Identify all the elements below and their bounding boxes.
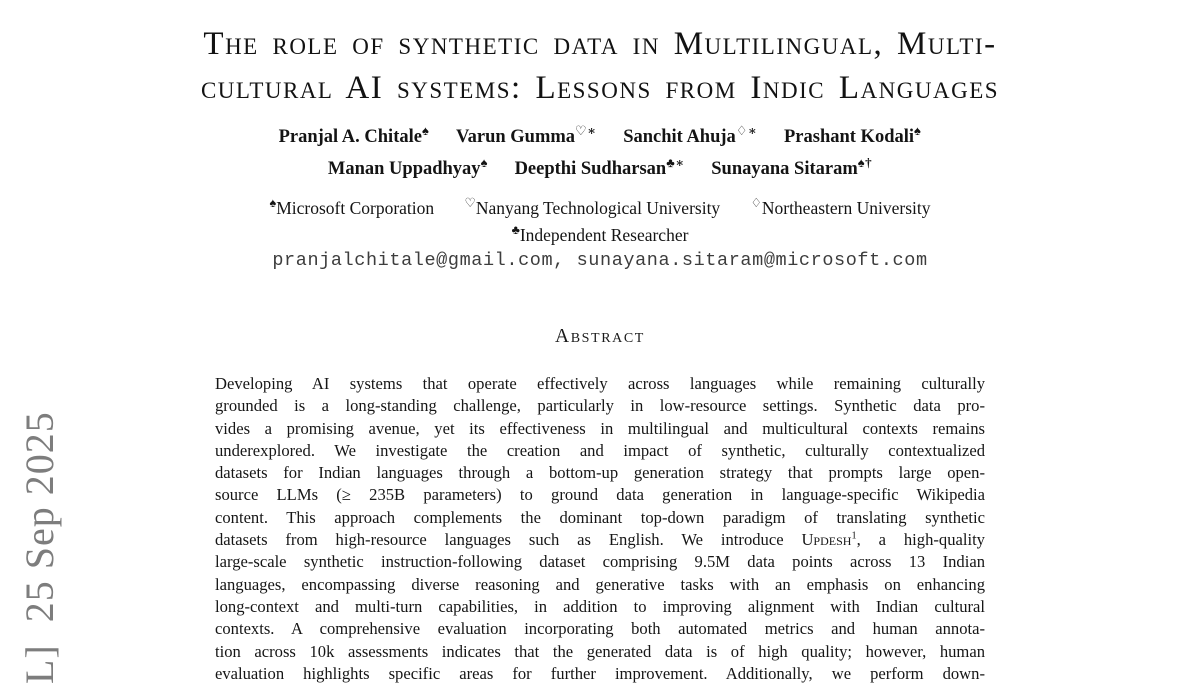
paper-title-line2: cultural AI systems: Lessons from Indic Languages [200,70,1000,106]
abstract-line: underexplored. We investigate the creation and impact of synthetic, culturally contextualized [215,440,985,460]
abstract-lines [215,373,985,685]
author-name: Sanchit Ahuja♢∗ [623,123,758,148]
abstract-line: grounded is a long-standing challenge, particularly in low-resource settings. Synthetic data pro- [215,396,985,416]
affiliations-row-1 [85,192,1115,219]
author-name: Deepthi Sudharsan♣∗ [514,155,685,180]
author-name: Sunayana Sitaram♠† [711,155,873,180]
author-emails: pranjalchitale@gmail.com, sunayana.sitaram@microsoft.com [272,249,928,271]
abstract-line: long-context and multi-turn capabilities, in addition to improving alignment with Indian cultural [215,596,985,616]
affiliation-marker: ♡ [464,196,476,211]
affiliations-row-2 [85,220,1115,247]
affiliations-block [85,192,1115,247]
affiliation: ♡Nanyang Technological University [464,196,721,219]
abstract-line: source LLMs (≥ 235B parameters) to ground data generation in language-specific Wikipedia [215,485,985,505]
authors-row-1 [85,118,1115,150]
author-affil-marker: ♢∗ [735,123,758,138]
affiliation: ♢Northeastern University [750,196,931,219]
author-affil-marker: ♠ [421,123,430,138]
abstract-line: tion across 10k assessments indicates that the generated data is of high quality; however, human [215,641,985,661]
paper-content-column [85,22,1115,685]
abstract-line: content. This approach complements the dominant top-down paradigm of translating synthetic [215,507,985,527]
affiliation: ♠Microsoft Corporation [269,196,435,219]
abstract-line: languages, encompassing diverse reasoning and generative tasks with an emphasis on enhancing [215,574,985,594]
paper-page [0,22,1200,684]
abstract-heading: Abstract [555,325,645,347]
author-affil-marker: ♠ [480,155,488,171]
author-name: Varun Gumma♡∗ [455,123,597,148]
abstract-line: contexts. A comprehensive evaluation incorporating both automated metrics and human annota- [215,619,985,639]
affiliation: ♣Independent Researcher [511,223,689,246]
author-affil-marker: ♡∗ [575,123,597,138]
authors-row-2 [85,150,1115,182]
abstract-line: Developing AI systems that operate effectively across languages while remaining culturally [215,373,985,393]
abstract-line: evaluation highlights specific areas for further improvement. Additionally, we perform down- [215,663,985,683]
author-affil-marker: ♣∗ [666,155,685,171]
paper-title [85,22,1115,110]
abstract-line: large-scale synthetic instruction-following dataset comprising 9.5M data points across 13 Indian [215,552,985,572]
author-affil-marker: ♠† [857,155,873,171]
author-name: Prashant Kodali♠ [783,123,922,148]
arxiv-stamp-watermark: L] 25 Sep 2025 [17,411,62,684]
abstract-line: datasets for Indian languages through a bottom-up generation strategy that prompts large open- [215,463,985,483]
author-name: Manan Uppadhyay♠ [327,155,488,180]
author-affil-marker: ♠ [914,123,922,138]
paper-title-line1: The role of synthetic data in Multilingual, Multi- [203,26,997,62]
affiliation-marker: ♢ [750,196,762,211]
abstract-line: datasets from high-resource languages such as English. We introduce Updesh$^1$, a high-quality [215,530,985,550]
author-name: Pranjal A. Chitale♠ [278,123,430,148]
affiliation-marker: ♣ [511,223,520,238]
affiliation-marker: ♠ [269,196,277,211]
abstract-line: vides a promising avenue, yet its effectiveness in multilingual and multicultural contexts remains [215,418,985,438]
